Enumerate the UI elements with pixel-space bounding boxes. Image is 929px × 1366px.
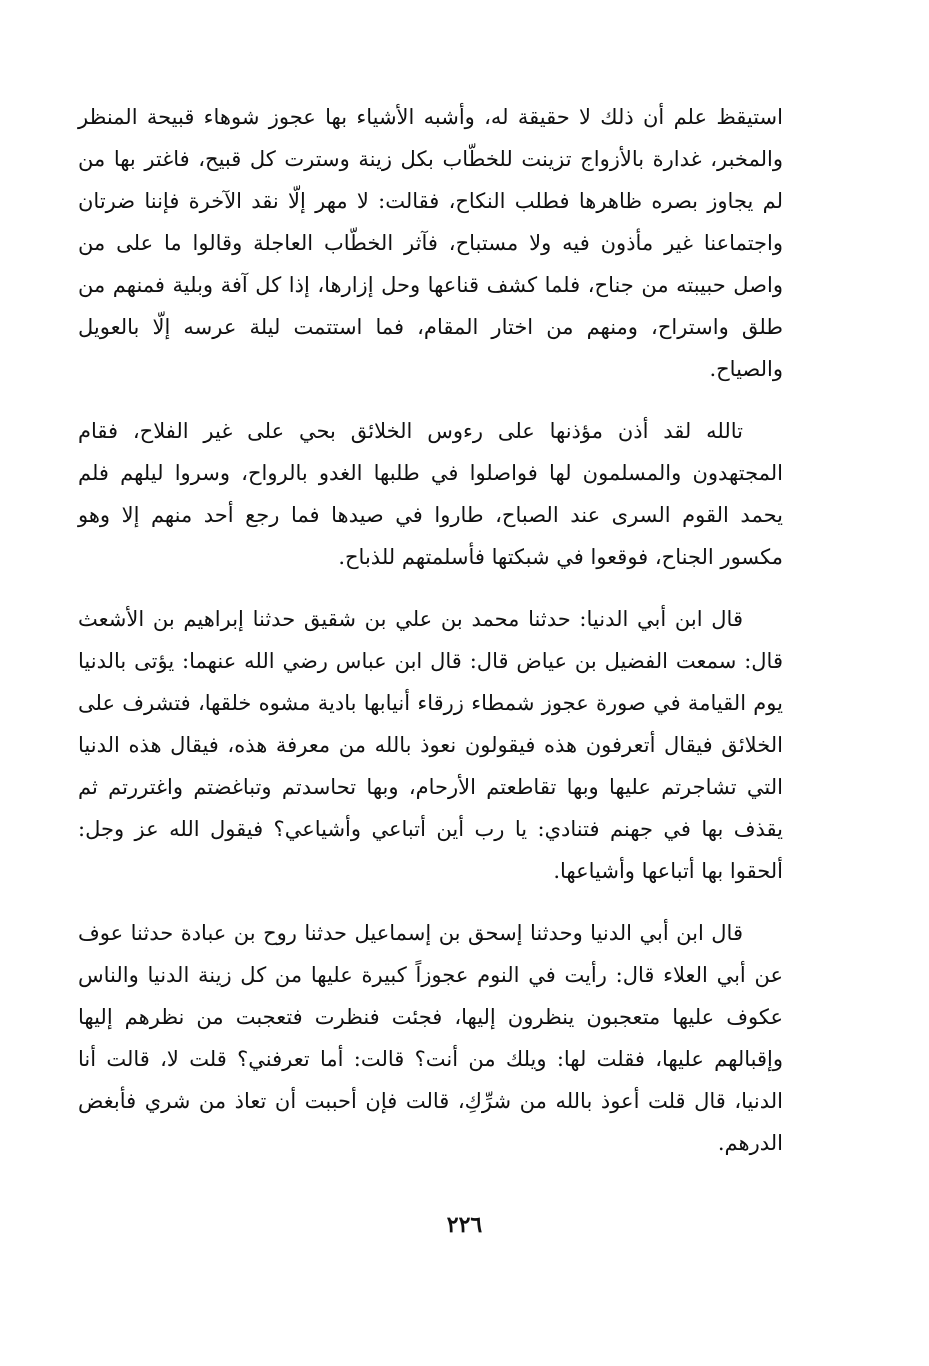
paragraph-1: استيقظ علم أن ذلك لا حقيقة له، وأشبه الأشياء بها عجوز شوهاء قبيحة المنظر والمخبر، غدارة بالأزواج تزينت للخطّاب بكل زينة وسترت كل قبيح، فاغتر بها من لم يجاوز بصره ظاهرها فطلب النكاح، فقالت: لا مهر إلّا نقد الآخرة فإننا ضرتان واجتماعنا غير مأذون فيه ولا مستباح، فآثر الخطّاب العاجلة وقالوا ما على من واصل حبيبته من جناح، فلما كشف قناعها وحل إزارها، إذا كل آفة وبلية فمنهم من طلق واستراح، ومنهم من اختار المقام، فما استتمت ليلة عرسه إلّا بالعويل والصياح. xyxy=(78,105,783,381)
paragraph-4: قال ابن أبي الدنيا وحدثنا إسحق بن إسماعيل حدثنا روح بن عبادة حدثنا عوف عن أبي العلاء قال: رأيت في النوم عجوزاً كبيرة عليها من كل زينة الدنيا والناس عكوف عليها متعجبون ينظرون إليها، فجئت فنظرت فتعجبت من نظرهم إليها وإقبالهم عليها، فقلت لها: ويلك من أنت؟ قالت: أما تعرفني؟ قلت لا، قالت أنا الدنيا، قال قلت أعوذ بالله من شرِّكِ، قالت فإن أحببت أن تعاذ من شري فأبغض الدرهم. xyxy=(78,921,783,1155)
body-text xyxy=(78,96,783,1184)
paragraph-3: قال ابن أبي الدنيا: حدثنا محمد بن علي بن شقيق حدثنا إبراهيم بن الأشعث قال: سمعت الفضيل بن عياض قال: قال ابن عباس رضي الله عنهما: يؤتى بالدنيا يوم القيامة في صورة عجوز شمطاء زرقاء أنيابها بادية مشوه خلقها، فتشرف على الخلائق فيقال أتعرفون هذه فيقولون نعوذ بالله من معرفة هذه، فيقال هذه الدنيا التي تشاجرتم عليها وبها تقاطعتم الأرحام، وبها تحاسدتم وتباغضتم واغتررتم ثم يقذف بها في جهنم فتنادي: يا رب أين أتباعي وأشياعي؟ فيقول الله عز وجل: ألحقوا بها أتباعها وأشياعها. xyxy=(78,607,783,883)
page-number: ٢٢٦ xyxy=(446,1212,483,1238)
paragraph-2: تالله لقد أذن مؤذنها على رءوس الخلائق بحي على غير الفلاح، فقام المجتهدون والمسلمون لها فواصلوا في طلبها الغدو بالرواح، وسروا ليلهم فلم يحمد القوم السرى عند الصباح، طاروا في صيدها فما رجع أحد منهم إلا وهو مكسور الجناح، فوقعوا في شبكتها فأسلمتهم للذباح. xyxy=(78,419,783,569)
